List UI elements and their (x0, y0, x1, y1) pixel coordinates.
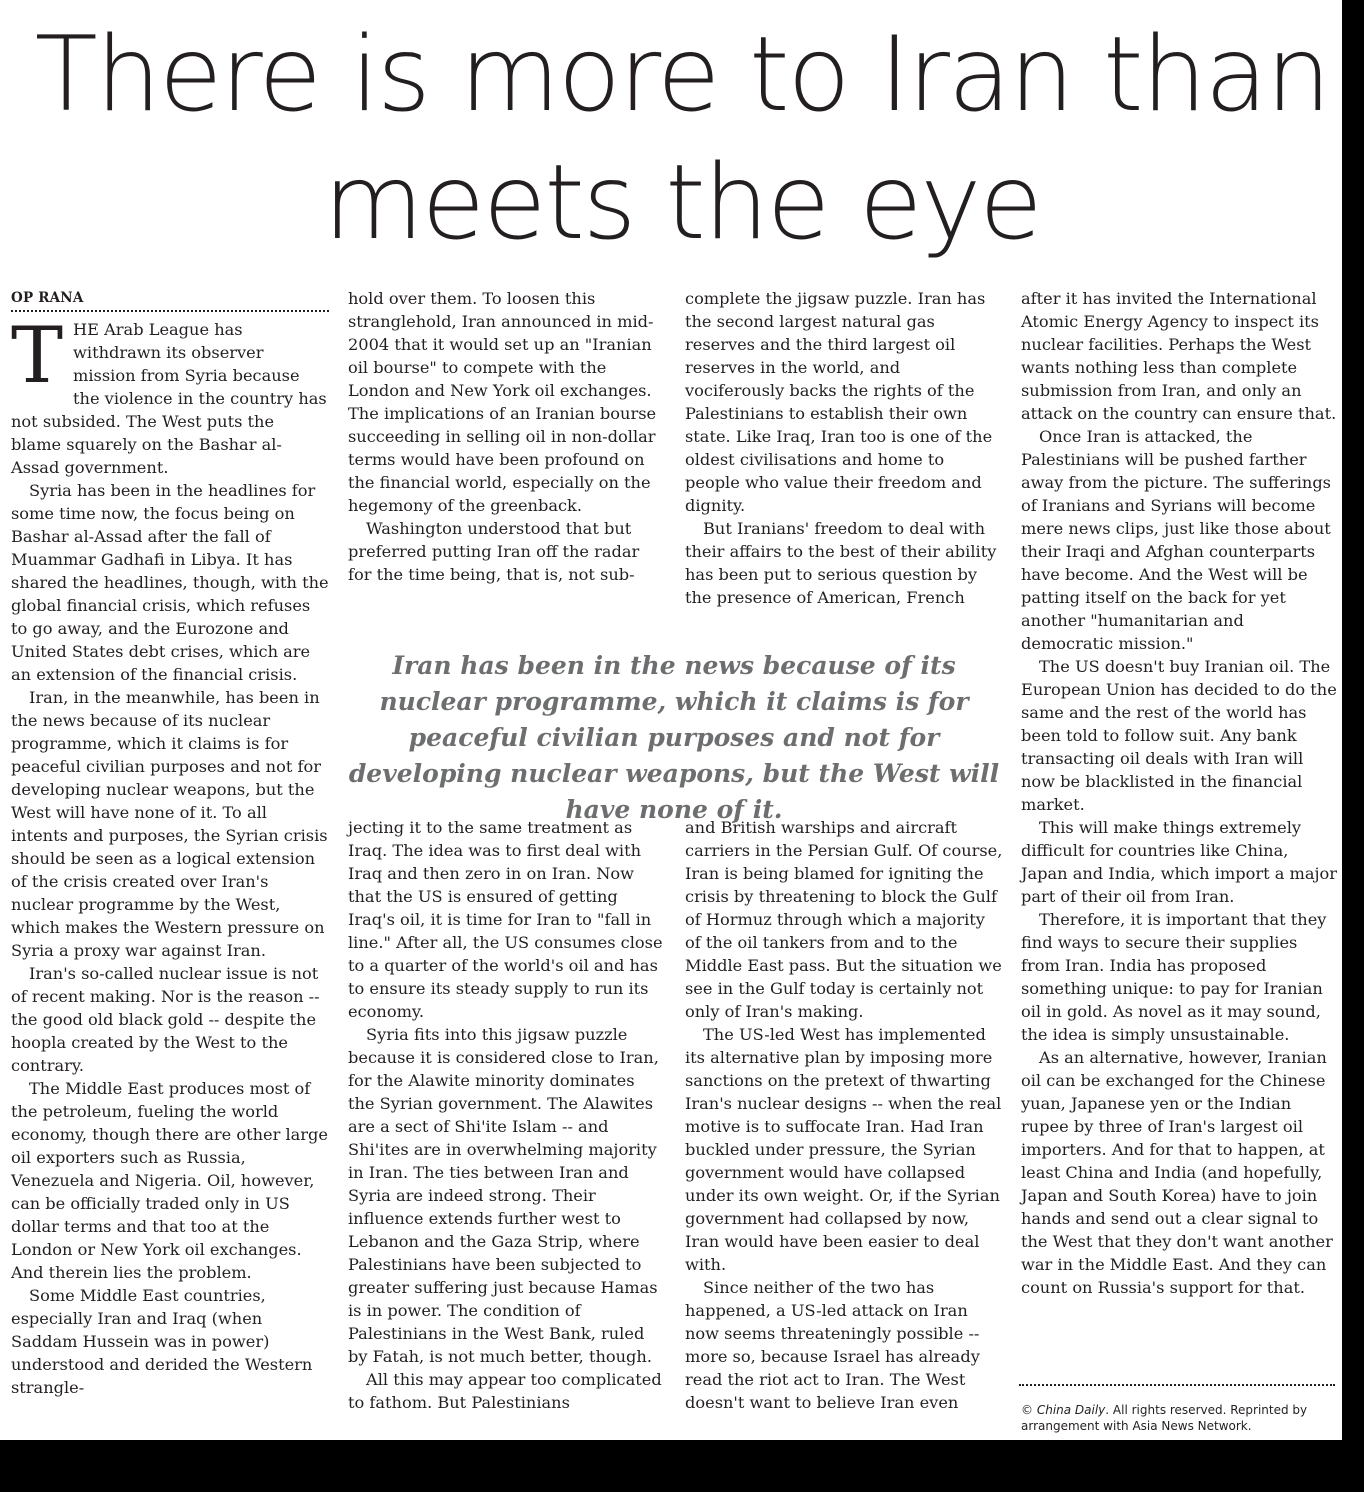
paragraph: Therefore, it is important that they find ways to secure their supplies from Iran. India has proposed something unique: to pay for Iranian oil in gold. As novel as it may sound, the idea is simply unsustainable. (1021, 910, 1327, 1044)
paragraph: But Iranians' freedom to deal with their affairs to the best of their ability has been put to serious question by the presence of American, French (685, 519, 997, 607)
column-3-bottom (685, 816, 1003, 1414)
paragraph: after it has invited the International Atomic Energy Agency to inspect its nuclear facilities. Perhaps the West wants nothing less than complete submission from Iran, and only an attack on the country can ensure that. (1021, 289, 1337, 423)
paragraph: The US-led West has implemented its alternative plan by imposing more sanctions on the pretext of thwarting Iran's nuclear designs -- when the real motive is to suffocate Iran. Had Iran buckled under pressure, the Syrian government would have collapsed under its own weight. Or, if the Syrian government had collapsed by now, Iran would have been easier to deal with. (685, 1025, 1002, 1274)
column-2-top (348, 287, 666, 586)
byline: OP RANA (11, 290, 84, 306)
paragraph: Since neither of the two has happened, a US-led attack on Iran now seems threateningly possible -- more so, because Israel has already read the riot act to Iran. The West doesn't want to believe Iran even (685, 1278, 980, 1412)
credit-text: . All rights reserved. Reprinted by arrangement with Asia News Network. (1021, 1403, 1308, 1433)
paragraph: complete the jigsaw puzzle. Iran has the second largest natural gas reserves and the third largest oil reserves in the world, and vociferously backs the rights of the Palestinians to establish their own state. Like Iraq, Iran too is one of the oldest civilisations and home to people who value their freedom and dignity. (685, 289, 993, 515)
paragraph: Once Iran is attacked, the Palestinians will be pushed farther away from the picture. The sufferings of Iranians and Syrians will become mere news clips, just like those about their Iraqi and Afghan counterparts have become. And the West will be patting itself on the back for yet another "humanitarian and democratic mission." (1021, 427, 1331, 653)
column-1 (11, 289, 329, 1399)
column-4 (1021, 287, 1339, 1299)
paragraph-5: The Middle East produces most of the petroleum, fueling the world economy, though there are other large oil exporters such as Russia, Venezuela and Nigeria. Oil, however, can be officially traded only in US dollar terms and that too at the London or New York oil exchanges. And therein lies the problem. (11, 1079, 328, 1282)
paragraph: All this may appear too complicated to fathom. But Palestinians (348, 1370, 662, 1412)
paragraph: Washington understood that but preferred putting Iran off the radar for the time being, that is, not sub- (348, 519, 640, 584)
paragraph: This will make things extremely difficult for countries like China, Japan and India, which import a major part of their oil from Iran. (1021, 818, 1338, 906)
paragraph-1 (11, 311, 329, 479)
paragraph-4: Iran's so-called nuclear issue is not of recent making. Nor is the reason -- the good old black gold -- despite the hoopla created by the West to the contrary. (11, 964, 320, 1075)
credit-source: China Daily (1036, 1403, 1106, 1417)
paragraph: Syria fits into this jigsaw puzzle because it is considered close to Iran, for the Alawite minority dominates the Syrian government. The Alawites are a sect of Shi'ite Islam -- and Shi'ites are in overwhelming majority in Iran. The ties between Iran and Syria are indeed strong. Their influence extends further west to Lebanon and the Gaza Strip, where Palestinians have been subjected to greater suffering just because Hamas is in power. The condition of Palestinians in the West Bank, ruled by Fatah, is not much better, though. (348, 1025, 659, 1366)
pull-quote: Iran has been in the news because of its nuclear programme, which it claims is for peaceful civilian purposes and not for developing nuclear weapons, but the West will have none of it. (348, 651, 1000, 824)
paragraph-text: HE Arab League has withdrawn its observer mission from Syria because the violence in the country has not subsided. The West puts the blame squarely on the Bashar al-Assad government. (11, 320, 327, 477)
paragraph-6: Some Middle East countries, especially Iran and Iraq (when Saddam Hussein was in power) understood and derided the Western strangle- (11, 1286, 313, 1397)
paragraph: hold over them. To loosen this stranglehold, Iran announced in mid-2004 that it would set up an "Iranian oil bourse" to compete with the London and New York oil exchanges. The implications of an Iranian bourse succeeding in selling oil in non-dollar terms would have been profound on the financial world, especially on the hegemony of the greenback. (348, 289, 657, 515)
paragraph: As an alternative, however, Iranian oil can be exchanged for the Chinese yuan, Japanese yen or the Indian rupee by three of Iran's largest oil importers. And for that to happen, at least China and India (and hopefully, Japan and South Korea) have to join hands and send out a clear signal to the West that they don't want another war in the Middle East. And they can count on Russia's support for that. (1021, 1048, 1333, 1297)
copyright-symbol: © (1021, 1403, 1033, 1417)
paragraph: The US doesn't buy Iranian oil. The European Union has decided to do the same and the rest of the world has been told to follow suit. Any bank transacting oil deals with Iran will now be blacklisted in the financial market. (1021, 657, 1337, 814)
paragraph-3: Iran, in the meanwhile, has been in the news because of its nuclear programme, which it claims is for peaceful civilian purposes and not for developing nuclear weapons, but the West will have none of it. To all intents and purposes, the Syrian crisis should be seen as a logical extension of the crisis created over Iran's nuclear programme by the West, which makes the Western pressure on Syria a proxy war against Iran. (11, 688, 328, 960)
credit-line (1021, 1402, 1331, 1434)
headline-line-2: meets the eye (323, 143, 1041, 263)
column-3-top (685, 287, 1003, 609)
paragraph: and British warships and aircraft carriers in the Persian Gulf. Of course, Iran is being blamed for igniting the crisis by threatening to block the Gulf of Hormuz through which a majority of the oil tankers from and to the Middle East pass. But the situation we see in the Gulf today is certainly not only of Iran's making. (685, 818, 1003, 1021)
headline-line-1: There is more to Iran than (34, 15, 1330, 135)
column-2-bottom (348, 816, 666, 1414)
credit-divider (1019, 1384, 1335, 1386)
drop-cap: T (11, 311, 64, 401)
paragraph: jecting it to the same treatment as Iraq. The idea was to first deal with Iraq and then zero in on Iran. Now that the US is ensured of getting Iraq's oil, it is time for Iran to "fall in line." After all, the US consumes close to a quarter of the world's oil and has to ensure its steady supply to run its economy. (348, 818, 663, 1021)
paragraph-2: Syria has been in the headlines for some time now, the focus being on Bashar al-Assad after the fall of Muammar Gadhafi in Libya. It has shared the headlines, though, with the global financial crisis, which refuses to go away, and the Eurozone and United States debt crises, which are an extension of the financial crisis. (11, 481, 329, 684)
